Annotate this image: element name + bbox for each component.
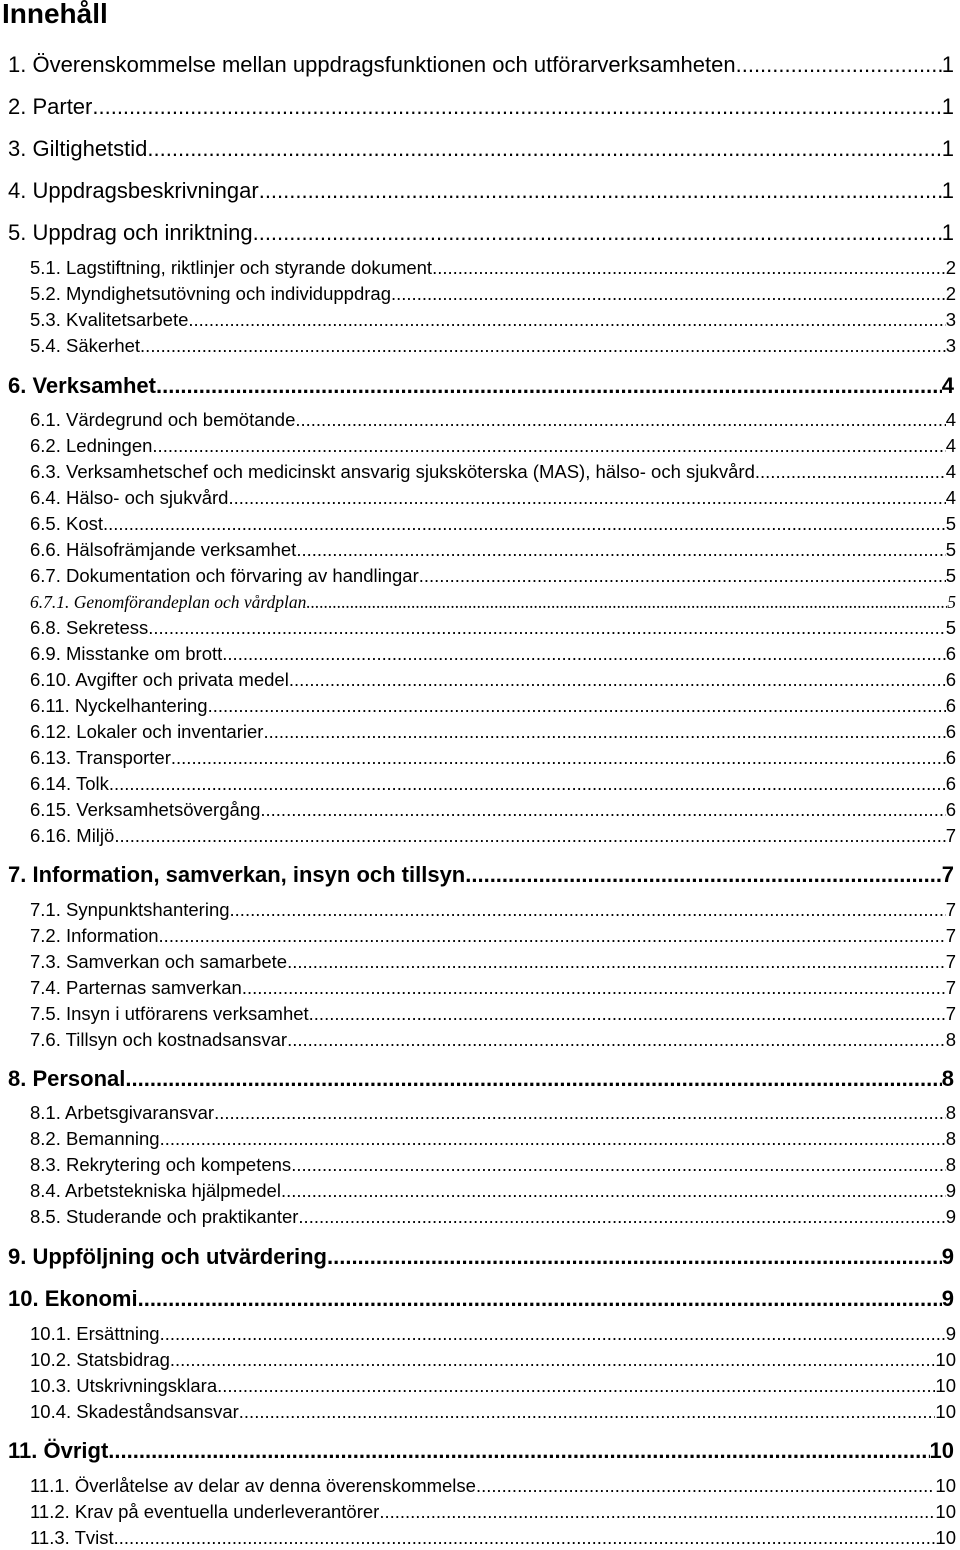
toc-page-number: 4 [945, 435, 956, 456]
toc-entry[interactable] [30, 1474, 956, 1498]
toc-page-number: 6 [945, 695, 956, 716]
toc-entry-label: 6. Verksamhet [8, 373, 156, 398]
toc-dot-leader [140, 334, 946, 358]
toc-dot-leader [287, 950, 946, 974]
toc-entry-label: 6.7.1. Genomförandeplan och vårdplan [30, 592, 307, 612]
toc-entry-label: 8.4. Arbetstekniska hjälpmedel [30, 1180, 281, 1201]
toc-page-number: 10 [935, 1375, 956, 1396]
toc-entry-label: 7.1. Synpunktshantering [30, 899, 230, 920]
toc-entry-label: 7. Information, samverkan, insyn och tillsyn [8, 862, 466, 887]
toc-entry[interactable] [30, 746, 956, 770]
toc-entry[interactable] [30, 408, 956, 432]
toc-entry[interactable] [30, 334, 956, 358]
toc-dot-leader [239, 1400, 936, 1424]
toc-entry-label: 5. Uppdrag och inriktning [8, 220, 253, 245]
toc-entry[interactable] [30, 538, 956, 562]
toc-entry-label: 6.12. Lokaler och inventarier [30, 721, 264, 742]
toc-page-number: 8 [945, 1029, 956, 1050]
toc-entry[interactable] [30, 1348, 956, 1372]
toc-dot-leader [289, 668, 946, 692]
toc-dot-leader [465, 861, 942, 889]
toc-entry-label: 8.2. Bemanning [30, 1128, 160, 1149]
toc-dot-leader [152, 434, 945, 458]
toc-dot-leader [260, 798, 945, 822]
toc-entry[interactable] [30, 590, 956, 614]
toc-dot-leader [432, 256, 946, 280]
toc-entry-label: 6.13. Transporter [30, 747, 171, 768]
toc-entry-label: 10.4. Skadeståndsansvar [30, 1401, 239, 1422]
toc-page-number: 1 [941, 136, 954, 161]
toc-page-number: 2 [945, 283, 956, 304]
toc-entry-label: 11.2. Krav på eventuella underleverantörer [30, 1501, 380, 1522]
toc-page-number: 7 [941, 862, 954, 887]
toc-page-number: 10 [935, 1349, 956, 1370]
toc-page-number: 2 [945, 257, 956, 278]
toc-entry-label: 11. Övrigt [8, 1438, 109, 1463]
toc-entry-label: 10.2. Statsbidrag [30, 1349, 170, 1370]
toc-dot-leader [147, 135, 941, 163]
toc-page-number: 6 [945, 721, 956, 742]
toc-entry[interactable] [8, 861, 954, 889]
toc-dot-leader [114, 1526, 936, 1550]
toc-entry-label: 6.11. Nyckelhantering [30, 695, 208, 716]
toc-page-number: 9 [941, 1286, 954, 1311]
toc-dot-leader [309, 1002, 946, 1026]
toc-dot-leader [281, 1179, 946, 1203]
toc-page-number: 6 [945, 747, 956, 768]
toc-entry[interactable] [30, 1322, 956, 1346]
toc-entry-label: 10. Ekonomi [8, 1286, 138, 1311]
toc-page-number: 8 [941, 1066, 954, 1091]
toc-page-number: 1 [941, 94, 954, 119]
toc-entry[interactable] [30, 1500, 956, 1524]
toc-entry-label: 3. Giltighetstid [8, 136, 148, 161]
toc-entry[interactable] [30, 486, 956, 510]
toc-dot-leader [159, 924, 946, 948]
toc-entry[interactable] [30, 772, 956, 796]
toc-entry-label: 10.1. Ersättning [30, 1323, 160, 1344]
toc-dot-leader [419, 564, 946, 588]
toc-entry[interactable] [30, 824, 956, 848]
toc-page-number: 6 [945, 799, 956, 820]
toc-dot-leader [125, 1065, 941, 1093]
toc-entry-label: 7.2. Information [30, 925, 159, 946]
toc-entry[interactable] [30, 898, 956, 922]
toc-entry[interactable] [30, 1205, 956, 1229]
toc-dot-leader [327, 1243, 942, 1271]
toc-page-number: 5 [947, 592, 956, 612]
toc-entry[interactable] [30, 1127, 956, 1151]
toc-dot-leader [156, 372, 942, 400]
toc-dot-leader [263, 720, 945, 744]
toc-entry-label: 8.3. Rekrytering och kompetens [30, 1154, 292, 1175]
toc-entry-label: 4. Uppdragsbeskrivningar [8, 178, 259, 203]
toc-page-number: 6 [945, 669, 956, 690]
toc-entry-label: 2. Parter [8, 94, 93, 119]
toc-page-number: 1 [941, 178, 954, 203]
toc-entry[interactable] [30, 460, 956, 484]
toc-page-number: 4 [945, 409, 956, 430]
toc-entry[interactable] [8, 1243, 954, 1271]
toc-entry-label: 6.7. Dokumentation och förvaring av handlingar [30, 565, 419, 586]
toc-dot-leader [114, 824, 945, 848]
toc-dot-leader [253, 219, 942, 247]
toc-page-number: 1 [941, 220, 954, 245]
toc-page-number: 4 [945, 461, 956, 482]
toc-entry-label: 9. Uppföljning och utvärdering [8, 1244, 327, 1269]
toc-entry-label: 6.16. Miljö [30, 825, 115, 846]
toc-entry-label: 6.5. Kost [30, 513, 104, 534]
toc-dot-leader [171, 746, 946, 770]
toc-dot-leader [242, 976, 946, 1000]
toc-entry[interactable] [8, 1285, 954, 1313]
toc-dot-leader [476, 1474, 935, 1498]
toc-page-number: 4 [945, 487, 956, 508]
toc-page-number: 10 [935, 1527, 956, 1548]
toc-entry[interactable] [30, 256, 956, 280]
toc-entry[interactable] [30, 1002, 956, 1026]
toc-entry[interactable] [30, 308, 956, 332]
toc-dot-leader [755, 460, 946, 484]
toc-dot-leader [228, 486, 945, 510]
toc-entry[interactable] [30, 434, 956, 458]
toc-page-number: 9 [941, 1244, 954, 1269]
toc-entry-label: 6.10. Avgifter och privata medel [30, 669, 289, 690]
toc-dot-leader [736, 51, 942, 79]
toc-entry-label: 8.1. Arbetsgivaransvar [30, 1102, 215, 1123]
toc-entry[interactable] [30, 1374, 956, 1398]
toc-entry[interactable] [30, 694, 956, 718]
toc-entry[interactable] [30, 1101, 956, 1125]
toc-entry-label: 11.3. Tvist [30, 1527, 114, 1548]
toc-page-number: 6 [945, 773, 956, 794]
toc-page-number: 7 [945, 925, 956, 946]
toc-dot-leader [306, 590, 947, 614]
toc-entry-label: 6.2. Ledningen [30, 435, 153, 456]
toc-dot-leader [296, 538, 945, 562]
toc-entry[interactable] [30, 798, 956, 822]
toc-dot-leader [287, 1028, 946, 1052]
toc-dot-leader [208, 694, 946, 718]
toc-entry-label: 6.15. Verksamhetsövergång [30, 799, 261, 820]
toc-entry[interactable] [30, 1400, 956, 1424]
toc-dot-leader [379, 1500, 935, 1524]
toc-entry-label: 7.4. Parternas samverkan [30, 977, 242, 998]
toc-dot-leader [298, 1205, 945, 1229]
toc-entry[interactable] [8, 51, 954, 79]
toc-dot-leader [148, 616, 945, 640]
toc-dot-leader [138, 1285, 942, 1313]
toc-entry[interactable] [30, 976, 956, 1000]
toc-entry-label: 5.4. Säkerhet [30, 335, 141, 356]
toc-entry[interactable] [30, 642, 956, 666]
toc-page-number: 10 [929, 1438, 954, 1463]
toc-entry[interactable] [30, 924, 956, 948]
toc-entry[interactable] [8, 1065, 954, 1093]
toc-page-number: 4 [941, 373, 954, 398]
toc-entry-label: 7.3. Samverkan och samarbete [30, 951, 288, 972]
toc-page-number: 7 [945, 899, 956, 920]
toc-dot-leader [160, 1322, 946, 1346]
toc-page-number: 7 [945, 1003, 956, 1024]
toc-page-number: 8 [945, 1128, 956, 1149]
toc-entry-label: 8.5. Studerande och praktikanter [30, 1206, 299, 1227]
toc-dot-leader [103, 512, 946, 536]
toc-page-number: 7 [945, 825, 956, 846]
toc-entry[interactable] [30, 1179, 956, 1203]
toc-dot-leader [170, 1348, 936, 1372]
toc-dot-leader [222, 642, 945, 666]
toc-entry-label: 5.3. Kvalitetsarbete [30, 309, 189, 330]
toc-entry[interactable] [8, 93, 954, 121]
toc-dot-leader [108, 1437, 929, 1465]
toc-entry-label: 8. Personal [8, 1066, 126, 1091]
toc-page-number: 10 [935, 1475, 956, 1496]
toc-page-number: 10 [935, 1401, 956, 1422]
toc-page-number: 6 [945, 643, 956, 664]
toc-dot-leader [188, 308, 945, 332]
toc-entry-label: 6.4. Hälso- och sjukvård [30, 487, 229, 508]
toc-entry[interactable] [30, 668, 956, 692]
toc-dot-leader [214, 1101, 946, 1125]
toc-page-number: 7 [945, 977, 956, 998]
toc-entry[interactable] [30, 1153, 956, 1177]
toc-entry[interactable] [8, 219, 954, 247]
toc-entry[interactable] [30, 282, 956, 306]
toc-entry-label: 6.8. Sekretess [30, 617, 149, 638]
toc-page-number: 8 [945, 1102, 956, 1123]
toc-page-number: 9 [945, 1180, 956, 1201]
toc-entry[interactable] [30, 1028, 956, 1052]
toc-entry-label: 11.1. Överlåtelse av delar av denna överenskommelse [30, 1475, 476, 1496]
toc-page-number: 5 [945, 513, 956, 534]
toc-entry[interactable] [8, 177, 954, 205]
toc-page-number: 3 [945, 309, 956, 330]
toc-entry[interactable] [30, 720, 956, 744]
toc-entry-label: 6.9. Misstanke om brott [30, 643, 223, 664]
toc-dot-leader [217, 1374, 935, 1398]
toc-page-number: 7 [945, 951, 956, 972]
toc-entry[interactable] [8, 135, 954, 163]
toc-page-number: 3 [945, 335, 956, 356]
toc-entry-label: 6.3. Verksamhetschef och medicinskt ansvarig sjuksköterska (MAS), hälso- och sjukvård [30, 461, 755, 482]
toc-entry[interactable] [30, 616, 956, 640]
toc-entry-label: 5.2. Myndighetsutövning och individuppdrag [30, 283, 391, 304]
toc-entry-label: 6.6. Hälsofrämjande verksamhet [30, 539, 297, 560]
toc-dot-leader [92, 93, 941, 121]
toc-dot-leader [160, 1127, 946, 1151]
toc-entry-label: 6.14. Tolk [30, 773, 109, 794]
toc-dot-leader [109, 772, 946, 796]
toc-page-number: 1 [941, 52, 954, 77]
toc-entry[interactable] [8, 372, 954, 400]
toc-entry-label: 6.1. Värdegrund och bemötande [30, 409, 296, 430]
toc-page-number: 9 [945, 1323, 956, 1344]
toc-entry-label: 1. Överenskommelse mellan uppdragsfunktionen och utförarverksamheten [8, 52, 736, 77]
toc-dot-leader [295, 408, 945, 432]
toc-page-number: 9 [945, 1206, 956, 1227]
toc-entry[interactable] [30, 564, 956, 588]
toc-entry-label: 5.1. Lagstiftning, riktlinjer och styrande dokument [30, 257, 433, 278]
toc-entry-label: 7.6. Tillsyn och kostnadsansvar [30, 1029, 288, 1050]
toc-page-number: 5 [945, 565, 956, 586]
toc-page-number: 8 [945, 1154, 956, 1175]
toc-page-number: 5 [945, 617, 956, 638]
toc-entry-label: 10.3. Utskrivningsklara [30, 1375, 218, 1396]
toc-dot-leader [230, 898, 946, 922]
toc-entry-label: 7.5. Insyn i utförarens verksamhet [30, 1003, 309, 1024]
toc-entry[interactable] [30, 950, 956, 974]
page-title: Innehåll [2, 0, 108, 29]
toc-dot-leader [391, 282, 946, 306]
toc-page-number: 5 [945, 539, 956, 560]
toc-entry[interactable] [30, 1526, 956, 1550]
toc-entry[interactable] [8, 1437, 954, 1465]
toc-dot-leader [259, 177, 942, 205]
toc-page-number: 10 [935, 1501, 956, 1522]
toc-entry[interactable] [30, 512, 956, 536]
toc-dot-leader [291, 1153, 946, 1177]
